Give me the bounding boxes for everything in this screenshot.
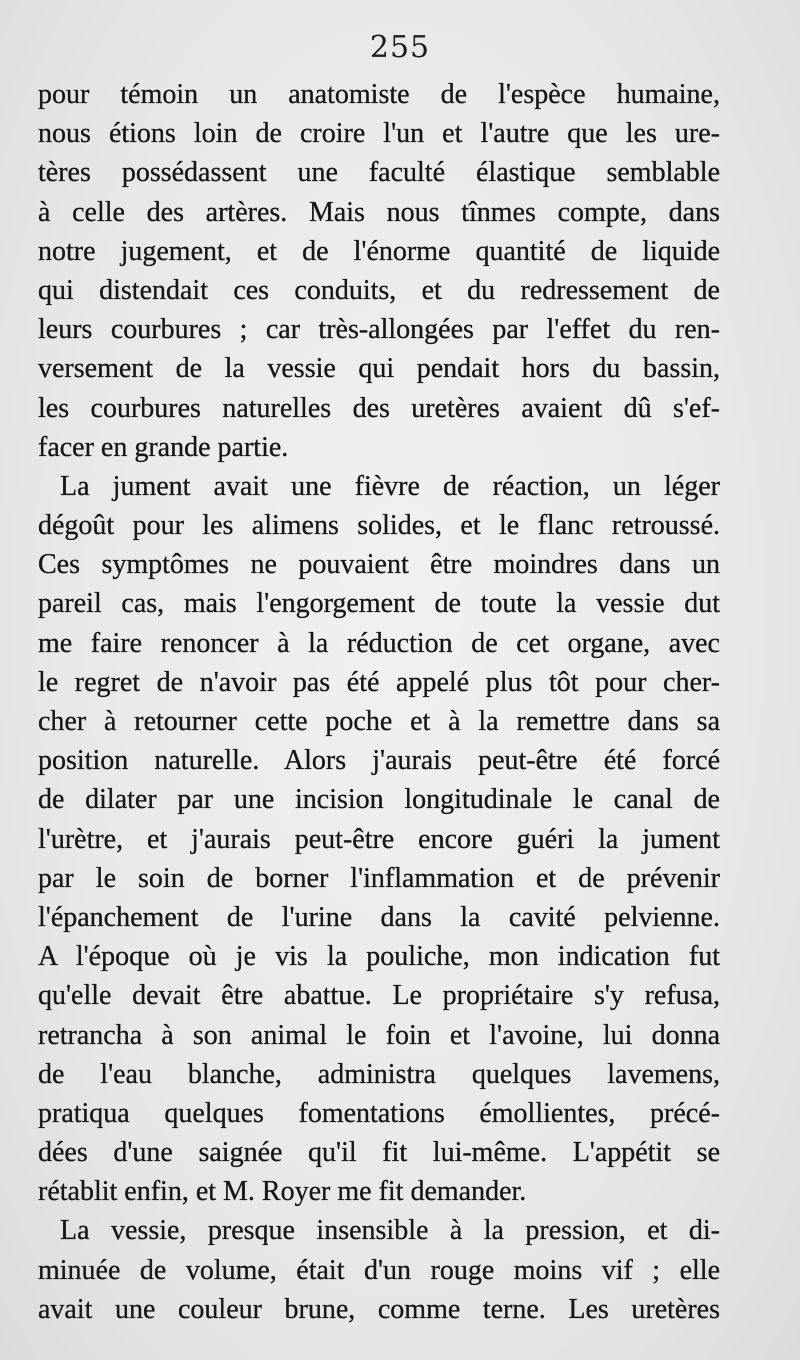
text-line: notre jugement, et de l'énorme quantité de liquide [38, 235, 720, 267]
text-line: par le soin de borner l'inflammation et de prévenir [38, 862, 720, 894]
text-line: le regret de n'avoir pas été appelé plus tôt pour cher- [38, 666, 720, 698]
text-line: l'urètre, et j'aurais peut-être encore guéri la jument [38, 823, 720, 855]
text-line: minuée de volume, était d'un rouge moins vif ; elle [38, 1254, 720, 1286]
text-line: La vessie, presque insensible à la pression, et di- [60, 1215, 720, 1247]
text-line: avait une couleur brune, comme terne. Les uretères [38, 1293, 720, 1325]
text-line: facer en grande partie. [38, 431, 289, 463]
text-line: l'épanchement de l'urine dans la cavité pelvienne. [38, 901, 720, 933]
body-text [38, 75, 720, 1329]
text-line: retrancha à son animal le foin et l'avoine, lui donna [38, 1019, 720, 1051]
text-line: position naturelle. Alors j'aurais peut-être été forcé [38, 745, 720, 777]
text-line: pour témoin un anatomiste de l'espèce humaine, [38, 79, 720, 110]
page-number: 255 [369, 30, 431, 65]
text-line: qu'elle devait être abattue. Le propriétaire s'y refusa, [38, 980, 720, 1012]
text-line: pratiqua quelques fomentations émollientes, précé- [38, 1097, 720, 1129]
text-line: me faire renoncer à la réduction de cet organe, avec [38, 627, 720, 659]
text-line: A l'époque où je vis la pouliche, mon indication fut [38, 941, 720, 973]
text-line: Ces symptômes ne pouvaient être moindres dans un [38, 549, 720, 581]
text-line: La jument avait une fièvre de réaction, un léger [60, 470, 720, 502]
text-line: nous étions loin de croire l'un et l'autre que les ure- [38, 118, 720, 150]
text-line: les courbures naturelles des uretères avaient dû s'ef- [38, 392, 720, 424]
text-line: de dilater par une incision longitudinale le canal de [38, 784, 720, 816]
text-line: de l'eau blanche, administra quelques lavemens, [38, 1058, 720, 1090]
text-line: dées d'une saignée qu'il fit lui-même. L'appétit se [38, 1137, 720, 1169]
text-line: rétablit enfin, et M. Royer me fit demander. [38, 1176, 527, 1208]
text-line: qui distendait ces conduits, et du redressement de [38, 274, 720, 306]
text-line: leurs courbures ; car très-allongées par l'effet du ren- [38, 314, 720, 346]
text-line: dégoût pour les alimens solides, et le flanc retroussé. [38, 510, 720, 542]
text-line: à celle des artères. Mais nous tînmes compte, dans [38, 196, 720, 228]
text-line: versement de la vessie qui pendait hors du bassin, [38, 353, 720, 385]
text-line: tères possédassent une faculté élastique semblable [38, 157, 720, 189]
text-line: pareil cas, mais l'engorgement de toute la vessie dut [38, 588, 720, 620]
text-line: cher à retourner cette poche et à la remettre dans sa [38, 706, 720, 737]
